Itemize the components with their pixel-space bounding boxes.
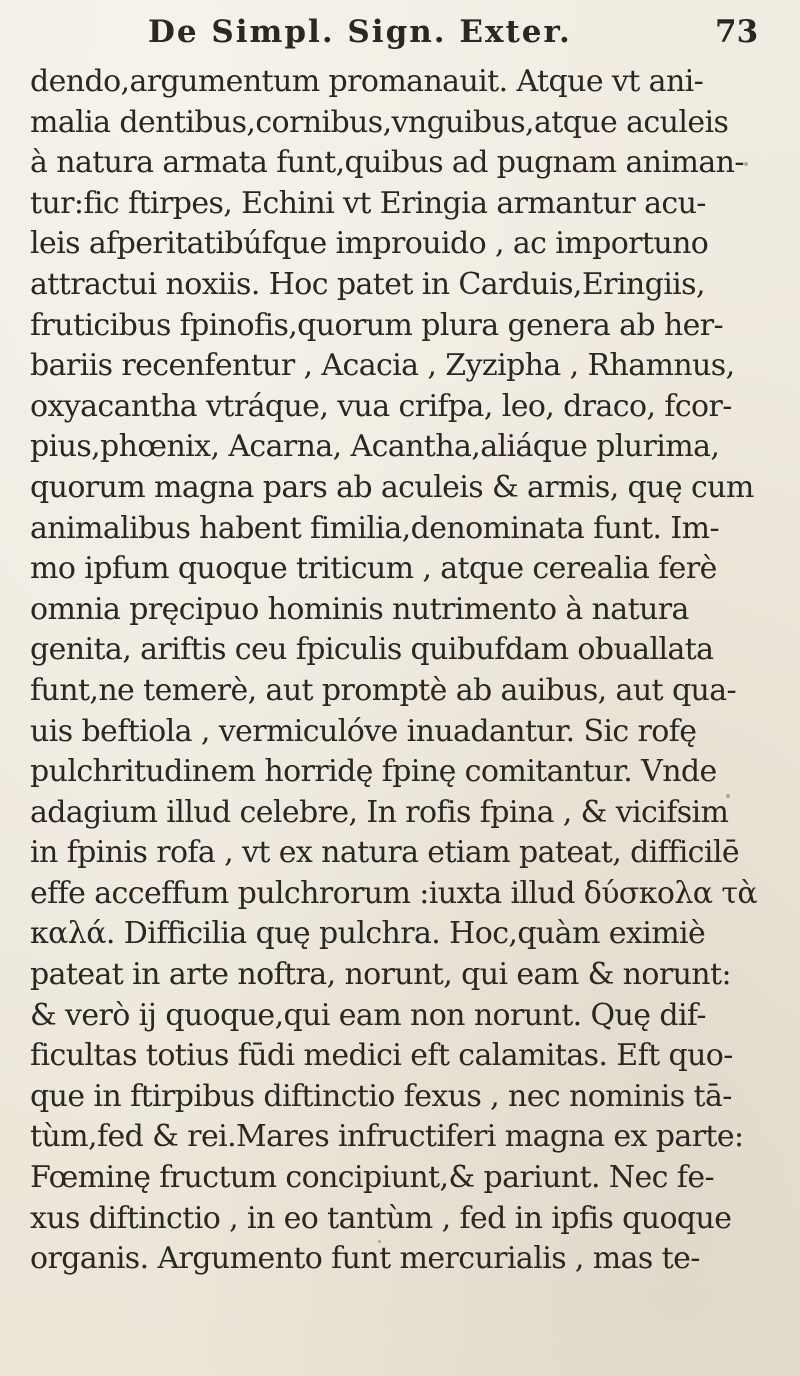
text-line: fruticibus fpinofis,quorum plura genera ab her- xyxy=(30,307,724,343)
text-line: pulchritudinem horridę fpinę comitantur. Vnde xyxy=(30,754,717,790)
text-line: καλά. Difficilia quę pulchra. Hoc,quàm eximiè xyxy=(30,916,706,952)
text-line: genita, ariftis ceu fpiculis quibufdam obuallata xyxy=(30,632,714,668)
text-line: bariis recenfentur , Acacia , Zyzipha , Rhamnus, xyxy=(30,348,735,384)
running-head: De Simpl. Sign. Exter. xyxy=(148,14,572,50)
text-line: uis beftiola , vermiculóve inuadantur. Sic rofę xyxy=(30,713,697,749)
text-line: Fœminę fructum concipiunt,& pariunt. Nec fe- xyxy=(30,1160,715,1196)
text-line: in fpinis rofa , vt ex natura etiam pateat, difficilē xyxy=(30,835,740,871)
paper-speck xyxy=(744,162,748,166)
text-line: & verò ij quoque,qui eam non norunt. Quę dif- xyxy=(30,997,706,1033)
text-line: pateat in arte noftra, norunt, qui eam & norunt: xyxy=(30,957,731,993)
text-line: tùm,fed & rei.Mares infructiferi magna ex parte: xyxy=(30,1119,744,1155)
page-header xyxy=(0,14,800,58)
paper-speck xyxy=(378,1240,381,1243)
text-line: pius,phœnix, Acarna, Acantha,aliáque plurima, xyxy=(30,429,720,465)
text-line: xus diftinctio , in eo tantùm , fed in ipfis quoque xyxy=(30,1200,732,1236)
body-text xyxy=(30,62,782,1280)
text-line: omnia pręcipuo hominis nutrimento à natura xyxy=(30,591,689,627)
text-line: dendo,argumentum promanauit. Atque vt ani- xyxy=(30,64,704,99)
text-line: animalibus habent fimilia,denominata funt. Im- xyxy=(30,510,719,546)
text-line: effe acceffum pulchrorum :iuxta illud δύσκολα τὰ xyxy=(30,875,758,911)
text-line: ficultas totius fūdi medici eft calamitas. Eft quo- xyxy=(30,1038,733,1074)
text-line: mo ipfum quoque triticum , atque cerealia ferè xyxy=(30,551,717,587)
text-line: attractui noxiis. Hoc patet in Carduis,Eringiis, xyxy=(30,266,705,302)
paper-speck xyxy=(726,794,730,798)
text-line: leis afperitatibúfque improuido , ac importuno xyxy=(30,226,709,262)
text-line: adagium illud celebre, In rofis fpina , & vicifsim xyxy=(30,794,729,830)
text-line: que in ftirpibus diftinctio fexus , nec nominis tā- xyxy=(30,1078,732,1114)
text-line: à natura armata funt,quibus ad pugnam animan- xyxy=(30,145,744,181)
text-line: funt,ne temerè, aut promptè ab auibus, aut qua- xyxy=(30,672,737,708)
page-number: 73 xyxy=(715,14,759,50)
text-line: malia dentibus,cornibus,vnguibus,atque aculeis xyxy=(30,104,729,140)
text-line: tur:fic ftirpes, Echini vt Eringia armantur acu- xyxy=(30,185,706,221)
text-line: organis. Argumento funt mercurialis , mas te- xyxy=(30,1241,700,1277)
text-line: oxyacantha vtráque, vua crifpa, leo, draco, fcor- xyxy=(30,388,732,424)
text-line: quorum magna pars ab aculeis & armis, quę cum xyxy=(30,469,754,505)
